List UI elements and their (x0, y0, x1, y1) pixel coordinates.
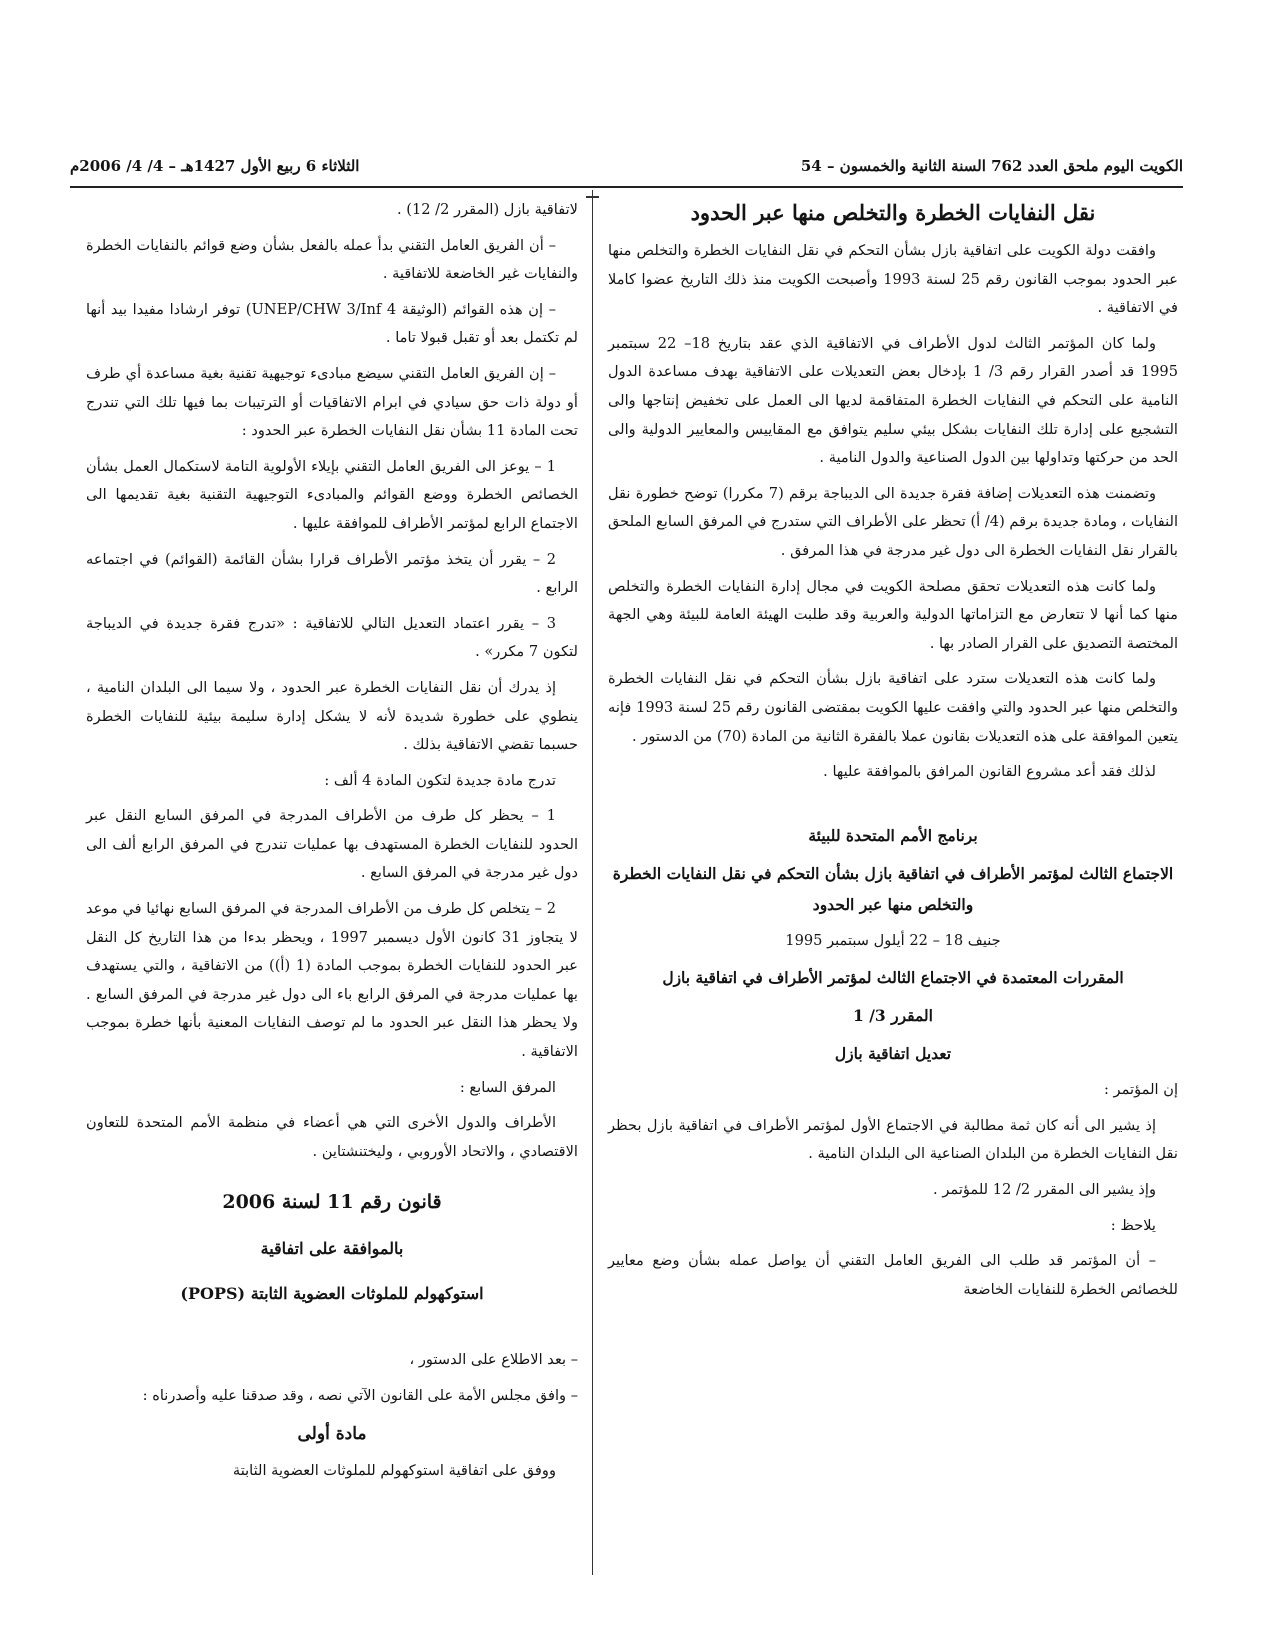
decisions-title: المقررات المعتمدة في الاجتماع الثالث لمؤتمر الأطراف في اتفاقية بازل (662, 968, 1124, 988)
paragraph: 3 – يقرر اعتماد التعديل التالي للاتفاقية : «تدرج فقرة جديدة في الديباجة لتكون 7 مكرر» . (86, 614, 578, 661)
paragraph: تدرج مادة جديدة لتكون المادة 4 ألف : (324, 771, 556, 789)
article-one-title: مادة أولى (297, 1423, 367, 1444)
header-rule (70, 186, 1183, 188)
column-divider-cap (586, 196, 599, 198)
paragraph: – وافق مجلس الأمة على القانون الآتي نصه ، وقد صدقنا عليه وأصدرناه : (142, 1387, 578, 1404)
paragraph: ولما كانت هذه التعديلات سترد على اتفاقية بازل بشأن التحكم في نقل النفايات الخطرة والتخلص منها عبر الحدود والتي وافقت عليها الكويت بمقتضى القانون رقم 25 لسنة 1993 فإنه يتعين الموافقة على هذه التعديلات بقانون عملا بالفقرة الثانية من المادة (70) من الدستور . (608, 670, 1178, 745)
header-date: الثلاثاء 6 ربيع الأول 1427هـ – 4/ 4/ 2006م (70, 157, 360, 175)
paragraph: لذلك فقد أعد مشروع القانون المرافق بالموافقة عليها . (823, 763, 1156, 781)
paragraph: 1 – يوعز الى الفريق العامل التقني بإيلاء الأولوية التامة لاستكمال العمل بشأن الخصائص الخطرة ووضع القوائم والمبادىء التوجيهية التقنية بغية تقديمها الى الاجتماع الرابع لمؤتمر الأطراف للموافقة عليها . (86, 457, 578, 532)
section-head-unep: برنامج الأمم المتحدة للبيئة (808, 825, 978, 845)
article-title: نقل النفايات الخطرة والتخلص منها عبر الحدود (690, 200, 1096, 225)
paragraph: إذ يدرك أن نقل النفايات الخطرة عبر الحدود ، ولا سيما الى البلدان النامية ، ينطوي على خطورة شديدة لأنه لا يشكل إدارة سليمة بيئية للنفايات الخطرة حسبما تقضي الاتفاقية بذلك . (86, 678, 578, 754)
paragraph: ووفق على اتفاقية استوكهولم للملوثات العضوية الثابتة (232, 1461, 556, 1479)
header-issue-info: الكويت اليوم ملحق العدد 762 السنة الثانية والخمسون – 54 (800, 157, 1183, 175)
paragraph: – إن الفريق العامل التقني سيضع مبادىء توجيهية تقنية بغية مساعدة أي طرف أو دولة ذات حق سيادي في ابرام الاتفاقيات أو الترتيبات بما فيها تلك التي تندرج تحت المادة 11 بشأن نقل النفايات الخطرة عبر الحدود : (86, 364, 578, 440)
paragraph: 2 – يقرر أن يتخذ مؤتمر الأطراف قرارا بشأن القائمة (القوائم) في اجتماعه الرابع . (86, 550, 578, 597)
meeting-date: جنيف 18 – 22 أيلول سبتمبر 1995 (785, 931, 1001, 949)
section-head-meeting: الاجتماع الثالث لمؤتمر الأطراف في اتفاقية بازل بشأن التحكم في نقل النفايات الخطرة والتخلص منها عبر الحدود (612, 863, 1174, 914)
paragraph: إذ يشير الى أنه كان ثمة مطالبة في الاجتماع الأول لمؤتمر الأطراف في اتفاقية بازل بحظر نقل النفايات الخطرة من البلدان الصناعية الى البلدان النامية . (608, 1116, 1178, 1163)
paragraph: – بعد الاطلاع على الدستور ، (409, 1351, 578, 1369)
paragraph: 1 – يحظر كل طرف من الأطراف المدرجة في المرفق السابع النقل عبر الحدود للنفايات الخطرة المستهدف بها عمليات تندرج في المرفق الرابع ألف الى دول غير مدرجة في المرفق السابع . (86, 807, 578, 882)
paragraph: – إن هذه القوائم (الوثيقة UNEP/CHW 3/Inf 4) توفر ارشادا مفيدا بيد أنها لم تكتمل بعد أو تقبل قبولا تاما . (86, 300, 578, 347)
paragraph: لاتفاقية بازل (المقرر 2/ 12) . (396, 201, 578, 218)
decision-number: المقرر 3/ 1 (853, 1006, 933, 1026)
left-column (86, 196, 578, 1492)
paragraph: الأطراف والدول الأخرى التي هي أعضاء في منظمة الأمم المتحدة للتعاون الاقتصادي ، والاتحاد الأوروبي ، وليختنشتاين . (86, 1114, 578, 1160)
paragraph: ولما كان المؤتمر الثالث لدول الأطراف في الاتفاقية الذي عقد بتاريخ 18– 22 سبتمبر 1995 قد أصدر القرار رقم 3/ 1 بإدخال بعض التعديلات على الاتفاقية بهدف مساعدة الدول النامية على التحكم في النفايات الخطرة المتفاقمة لديها الى العمل على تخفيض إنتاجها والى التشجيع على إدارة تلك النفايات بشكل بيئي سليم يتوافق مع المقاييس والمعايير الدولية والى الحد من حركتها وتداولها بين الدول الصناعية والدول النامية . (608, 334, 1178, 467)
law-subtitle-1: بالموافقة على اتفاقية (260, 1239, 404, 1259)
law-title: قانون رقم 11 لسنة 2006 (222, 1191, 442, 1214)
paragraph: 2 – يتخلص كل طرف من الأطراف المدرجة في المرفق السابع نهائيا في موعد لا يتجاوز 31 كانون الأول ديسمبر 1997 ، ويحظر بدءا من هذا التاريخ كل النقل عبر الحدود للنفايات الخطرة بموجب المادة (1 (أ)) من الاتفاقية ، والتي يستهدف بها عمليات مدرجة في المرفق الرابع باء الى دول غير مدرجة في المرفق السابع . ولا يحظر هذا النقل عبر الحدود ما لم توصف النفايات المعنية بأنها خطرة بموجب الاتفاقية . (86, 900, 578, 1061)
paragraph: وتضمنت هذه التعديلات إضافة فقرة جديدة الى الديباجة برقم (7 مكررا) توضح خطورة نقل النفايات ، ومادة جديدة برقم (4/ أ) تحظر على الأطراف التي ستدرج في المرفق السابع الملحق بالقرار نقل النفايات الخطرة الى دول غير مدرجة في هذا المرفق . (608, 484, 1178, 559)
paragraph: وإذ يشير الى المقرر 2/ 12 للمؤتمر . (933, 1181, 1156, 1199)
page-header (70, 150, 1183, 182)
paragraph: المرفق السابع : (459, 1078, 556, 1096)
paragraph: – أن المؤتمر قد طلب الى الفريق العامل التقني أن يواصل عمله بشأن وضع معايير للخصائص الخطرة للنفايات الخاضعة (608, 1252, 1178, 1298)
column-divider (592, 190, 593, 1575)
paragraph: إن المؤتمر : (1104, 1081, 1178, 1099)
paragraph: ولما كانت هذه التعديلات تحقق مصلحة الكويت في مجال إدارة النفايات الخطرة والتخلص منها كما أنها لا تتعارض مع التزاماتها الدولية والعربية وقد طلبت الهيئة العامة للبيئة وهي الجهة المختصة التصديق على القرار الصادر بها . (608, 577, 1178, 652)
law-subtitle-2: استوكهولم للملوثات العضوية الثابتة (POPS) (180, 1284, 484, 1304)
paragraph: يلاحظ : (1110, 1216, 1156, 1234)
right-column (608, 196, 1178, 1311)
paragraph: – أن الفريق العامل التقني بدأ عمله بالفعل بشأن وضع قوائم بالنفايات الخطرة والنفايات غير الخاضعة للاتفاقية . (86, 236, 578, 283)
decision-title: تعديل اتفاقية بازل (834, 1044, 952, 1064)
paragraph: وافقت دولة الكويت على اتفاقية بازل بشأن التحكم في نقل النفايات الخطرة والتخلص منها عبر الحدود بموجب القانون رقم 25 لسنة 1993 وأصبحت الكويت منذ ذلك التاريخ عضوا كاملا في الاتفاقية . (608, 242, 1178, 317)
